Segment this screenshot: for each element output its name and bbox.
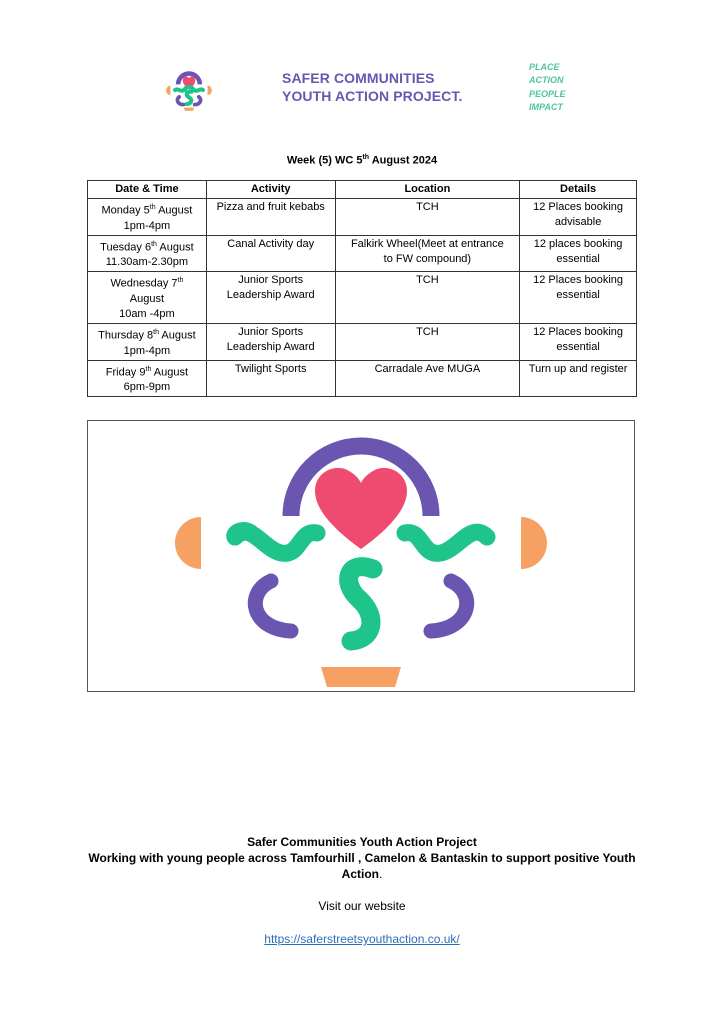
scyap-heart-logo-icon	[88, 421, 634, 691]
tagline	[529, 61, 566, 114]
cell-details: 12 Places booking essential	[520, 323, 637, 360]
cell-location: Falkirk Wheel(Meet at entrance to FW compound)	[335, 235, 520, 272]
website-link[interactable]: https://saferstreetsyouthaction.co.uk/	[264, 932, 460, 946]
table-row	[88, 360, 637, 397]
header-activity: Activity	[206, 181, 335, 199]
cell-date: Monday 5th August 1pm-4pm	[88, 199, 207, 236]
org-title-line1: SAFER COMMUNITIES	[282, 70, 435, 86]
cell-activity: Junior Sports Leadership Award	[206, 323, 335, 360]
cell-activity: Canal Activity day	[206, 235, 335, 272]
footer-description-end: .	[379, 867, 383, 881]
tagline-people: PEOPLE	[529, 88, 566, 99]
cell-details: 12 Places booking advisable	[520, 199, 637, 236]
table-row	[88, 199, 637, 236]
cell-details: Turn up and register	[520, 360, 637, 397]
cell-location: TCH	[335, 323, 520, 360]
header-date-time: Date & Time	[88, 181, 207, 199]
header-logo-icon	[158, 62, 220, 112]
cell-activity: Twilight Sports	[206, 360, 335, 397]
header-location: Location	[335, 181, 520, 199]
cell-date: Friday 9th August 6pm-9pm	[88, 360, 207, 397]
tagline-action: ACTION	[529, 75, 564, 86]
cell-details: 12 places booking essential	[520, 235, 637, 272]
schedule-table	[87, 180, 637, 397]
footer-visit: Visit our website	[318, 899, 406, 913]
table-row	[88, 323, 637, 360]
cell-location: Carradale Ave MUGA	[335, 360, 520, 397]
org-title	[282, 69, 462, 105]
footer-title: Safer Communities Youth Action Project	[247, 835, 477, 849]
cell-activity: Junior Sports Leadership Award	[206, 272, 335, 324]
cell-date: Thursday 8th August 1pm-4pm	[88, 323, 207, 360]
table-row	[88, 272, 637, 324]
week-title: Week (5) WC 5th August 2024	[286, 154, 438, 167]
org-title-line2: YOUTH ACTION PROJECT.	[282, 88, 463, 104]
table-row	[88, 235, 637, 272]
cell-details: 12 Places booking essential	[520, 272, 637, 324]
footer-description	[0, 850, 724, 882]
cell-location: TCH	[335, 199, 520, 236]
cell-location: TCH	[335, 272, 520, 324]
logo-panel	[87, 420, 635, 692]
cell-date: Tuesday 6th August 11.30am-2.30pm	[88, 235, 207, 272]
table-header-row	[88, 181, 637, 199]
tagline-place: PLACE	[529, 62, 560, 72]
header-details: Details	[520, 181, 637, 199]
footer-description-text: Working with young people across Tamfourhill , Camelon & Bantaskin to support positive Youth Action	[88, 851, 636, 881]
tagline-impact: IMPACT	[529, 101, 563, 112]
cell-date: Wednesday 7th August 10am -4pm	[88, 272, 207, 324]
cell-activity: Pizza and fruit kebabs	[206, 199, 335, 236]
